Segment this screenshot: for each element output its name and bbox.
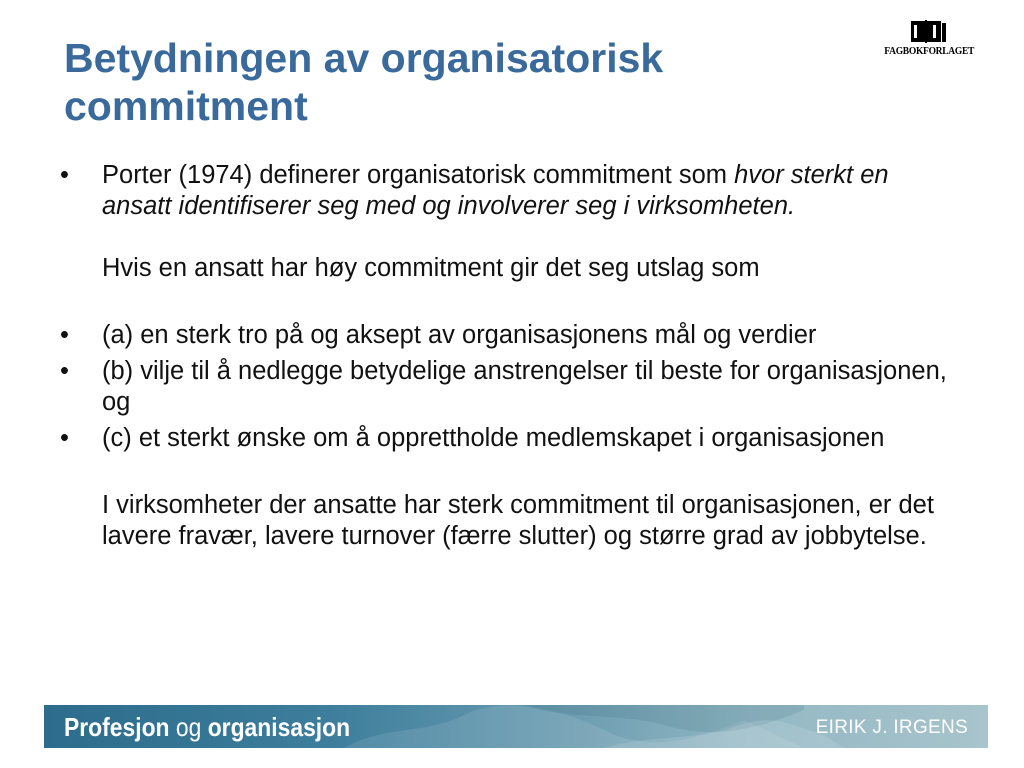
intro-emphasis: hvor sterkt en ansatt identifiserer seg med og involverer seg i virksomheten. (102, 161, 889, 220)
footer-banner (44, 705, 988, 748)
slide-title-line-2: commitment (64, 83, 308, 129)
bullet-b-text: (b) vilje til å nedlegge betydelige anstrengelser til beste for organisasjonen, og (102, 357, 947, 416)
footer-brand-part3: organisasjon (207, 712, 351, 742)
footer-brand (64, 712, 350, 743)
footer-brand-part2: og (169, 712, 208, 742)
slide-title (64, 34, 824, 130)
book-icon (909, 20, 947, 44)
footer-author: EIRIK J. IRGENS (815, 717, 968, 738)
bullet-dot: • (60, 321, 69, 349)
publisher-name: FAGBOKFORLAGET (884, 46, 975, 57)
bullet-dot: • (60, 424, 69, 452)
footer-brand-part1: Profesjon (64, 712, 170, 742)
lead-paragraph: Hvis en ansatt har høy commitment gir det seg utslag som (102, 254, 760, 282)
bullet-a-text: (a) en sterk tro på og aksept av organisasjonens mål og verdier (102, 321, 817, 349)
slide-body (60, 160, 960, 552)
bullet-dot: • (60, 357, 69, 385)
closing-paragraph: I virksomheter der ansatte har sterk commitment til organisasjonen, er det lavere fravær, lavere turnover (færre slutter) og større grad av jobbytelse. (102, 491, 934, 550)
bullet-a (60, 320, 960, 351)
slide-title-line-1: Betydningen av organisatorisk (64, 35, 664, 81)
bullet-c-text: (c) et sterkt ønske om å opprettholde medlemskapet i organisasjonen (102, 424, 885, 452)
bullet-b (60, 356, 960, 418)
bullet-intro (60, 160, 960, 222)
intro-text: Porter (1974) definerer organisatorisk commitment som (102, 161, 735, 189)
bullet-dot: • (60, 161, 69, 189)
bullet-c (60, 423, 960, 454)
publisher-logo (882, 20, 974, 68)
